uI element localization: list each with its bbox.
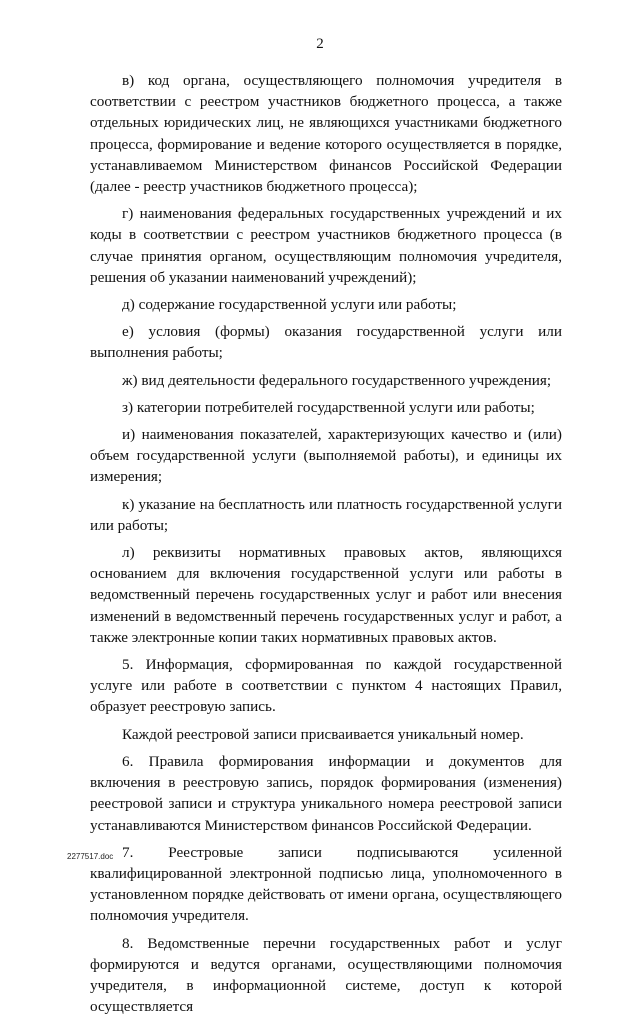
paragraph-zh: ж) вид деятельности федерального государственного учреждения; <box>122 371 552 389</box>
paragraph-5: 5. Информация, сформированная по каждой государственной услуге или работе в соответствии с пунктом 4 настоящих Правил, образует реестровую запись. <box>90 656 562 716</box>
paragraph-i: и) наименования показателей, характеризующих качество и (или) объем государственной услуги (выполняемой работы), и единицы их измерения; <box>90 426 562 486</box>
paragraph-e: е) условия (формы) оказания государственной услуги или выполнения работы; <box>90 323 562 362</box>
paragraph-6: 6. Правила формирования информации и документов для включения в реестровую запись, порядок формирования (изменения) реестровой записи и структура уникального номера реестровой записи устанавливаются Министерством финансов Российской Федерации. <box>90 752 562 834</box>
paragraph-7: 7. Реестровые записи подписываются усиленной квалифицированной электронной подписью лица, уполномоченного в установленном порядке действовать от имени органа, осуществляющего полномочия учредителя. <box>90 843 562 925</box>
paragraph-v: в) код органа, осуществляющего полномочия учредителя в соответствии с реестром участников бюджетного процесса, а также отдельных юридических лиц, не являющихся участниками бюджетного процесса, формирование и ведение которого осуществляется в порядке, устанавливаемом Министерством финансов Российской Федерации (далее - реестр участников бюджетного процесса); <box>90 72 562 196</box>
paragraph-unique-number: Каждой реестровой записи присваивается уникальный номер. <box>122 725 524 743</box>
paragraph-d: д) содержание государственной услуги или работы; <box>122 296 457 314</box>
document-body <box>90 70 562 1023</box>
paragraph-l: л) реквизиты нормативных правовых актов, являющихся основанием для включения государственной услуги или работы в ведомственный перечень государственных услуг и работ или внесения изменений в ведомственный перечень государственных услуг и работ, а также электронные копии таких нормативных правовых актов. <box>90 544 562 646</box>
paragraph-z: з) категории потребителей государственной услуги или работы; <box>122 398 535 416</box>
document-filename: 2277517.doc <box>67 852 114 861</box>
paragraph-g: г) наименования федеральных государственных учреждений и их коды в соответствии с реестром участников бюджетного процесса (в случае принятия органом, осуществляющим полномочия учредителя, решения об указании наименований учреждений); <box>90 205 562 286</box>
page-number: 2 <box>316 36 324 52</box>
paragraph-k: к) указание на бесплатность или платность государственной услуги или работы; <box>90 495 562 534</box>
paragraph-8: 8. Ведомственные перечни государственных работ и услуг формируются и ведутся органами, осуществляющими полномочия учредителя, в информационной системе, доступ к которой осуществляется <box>90 934 562 1016</box>
